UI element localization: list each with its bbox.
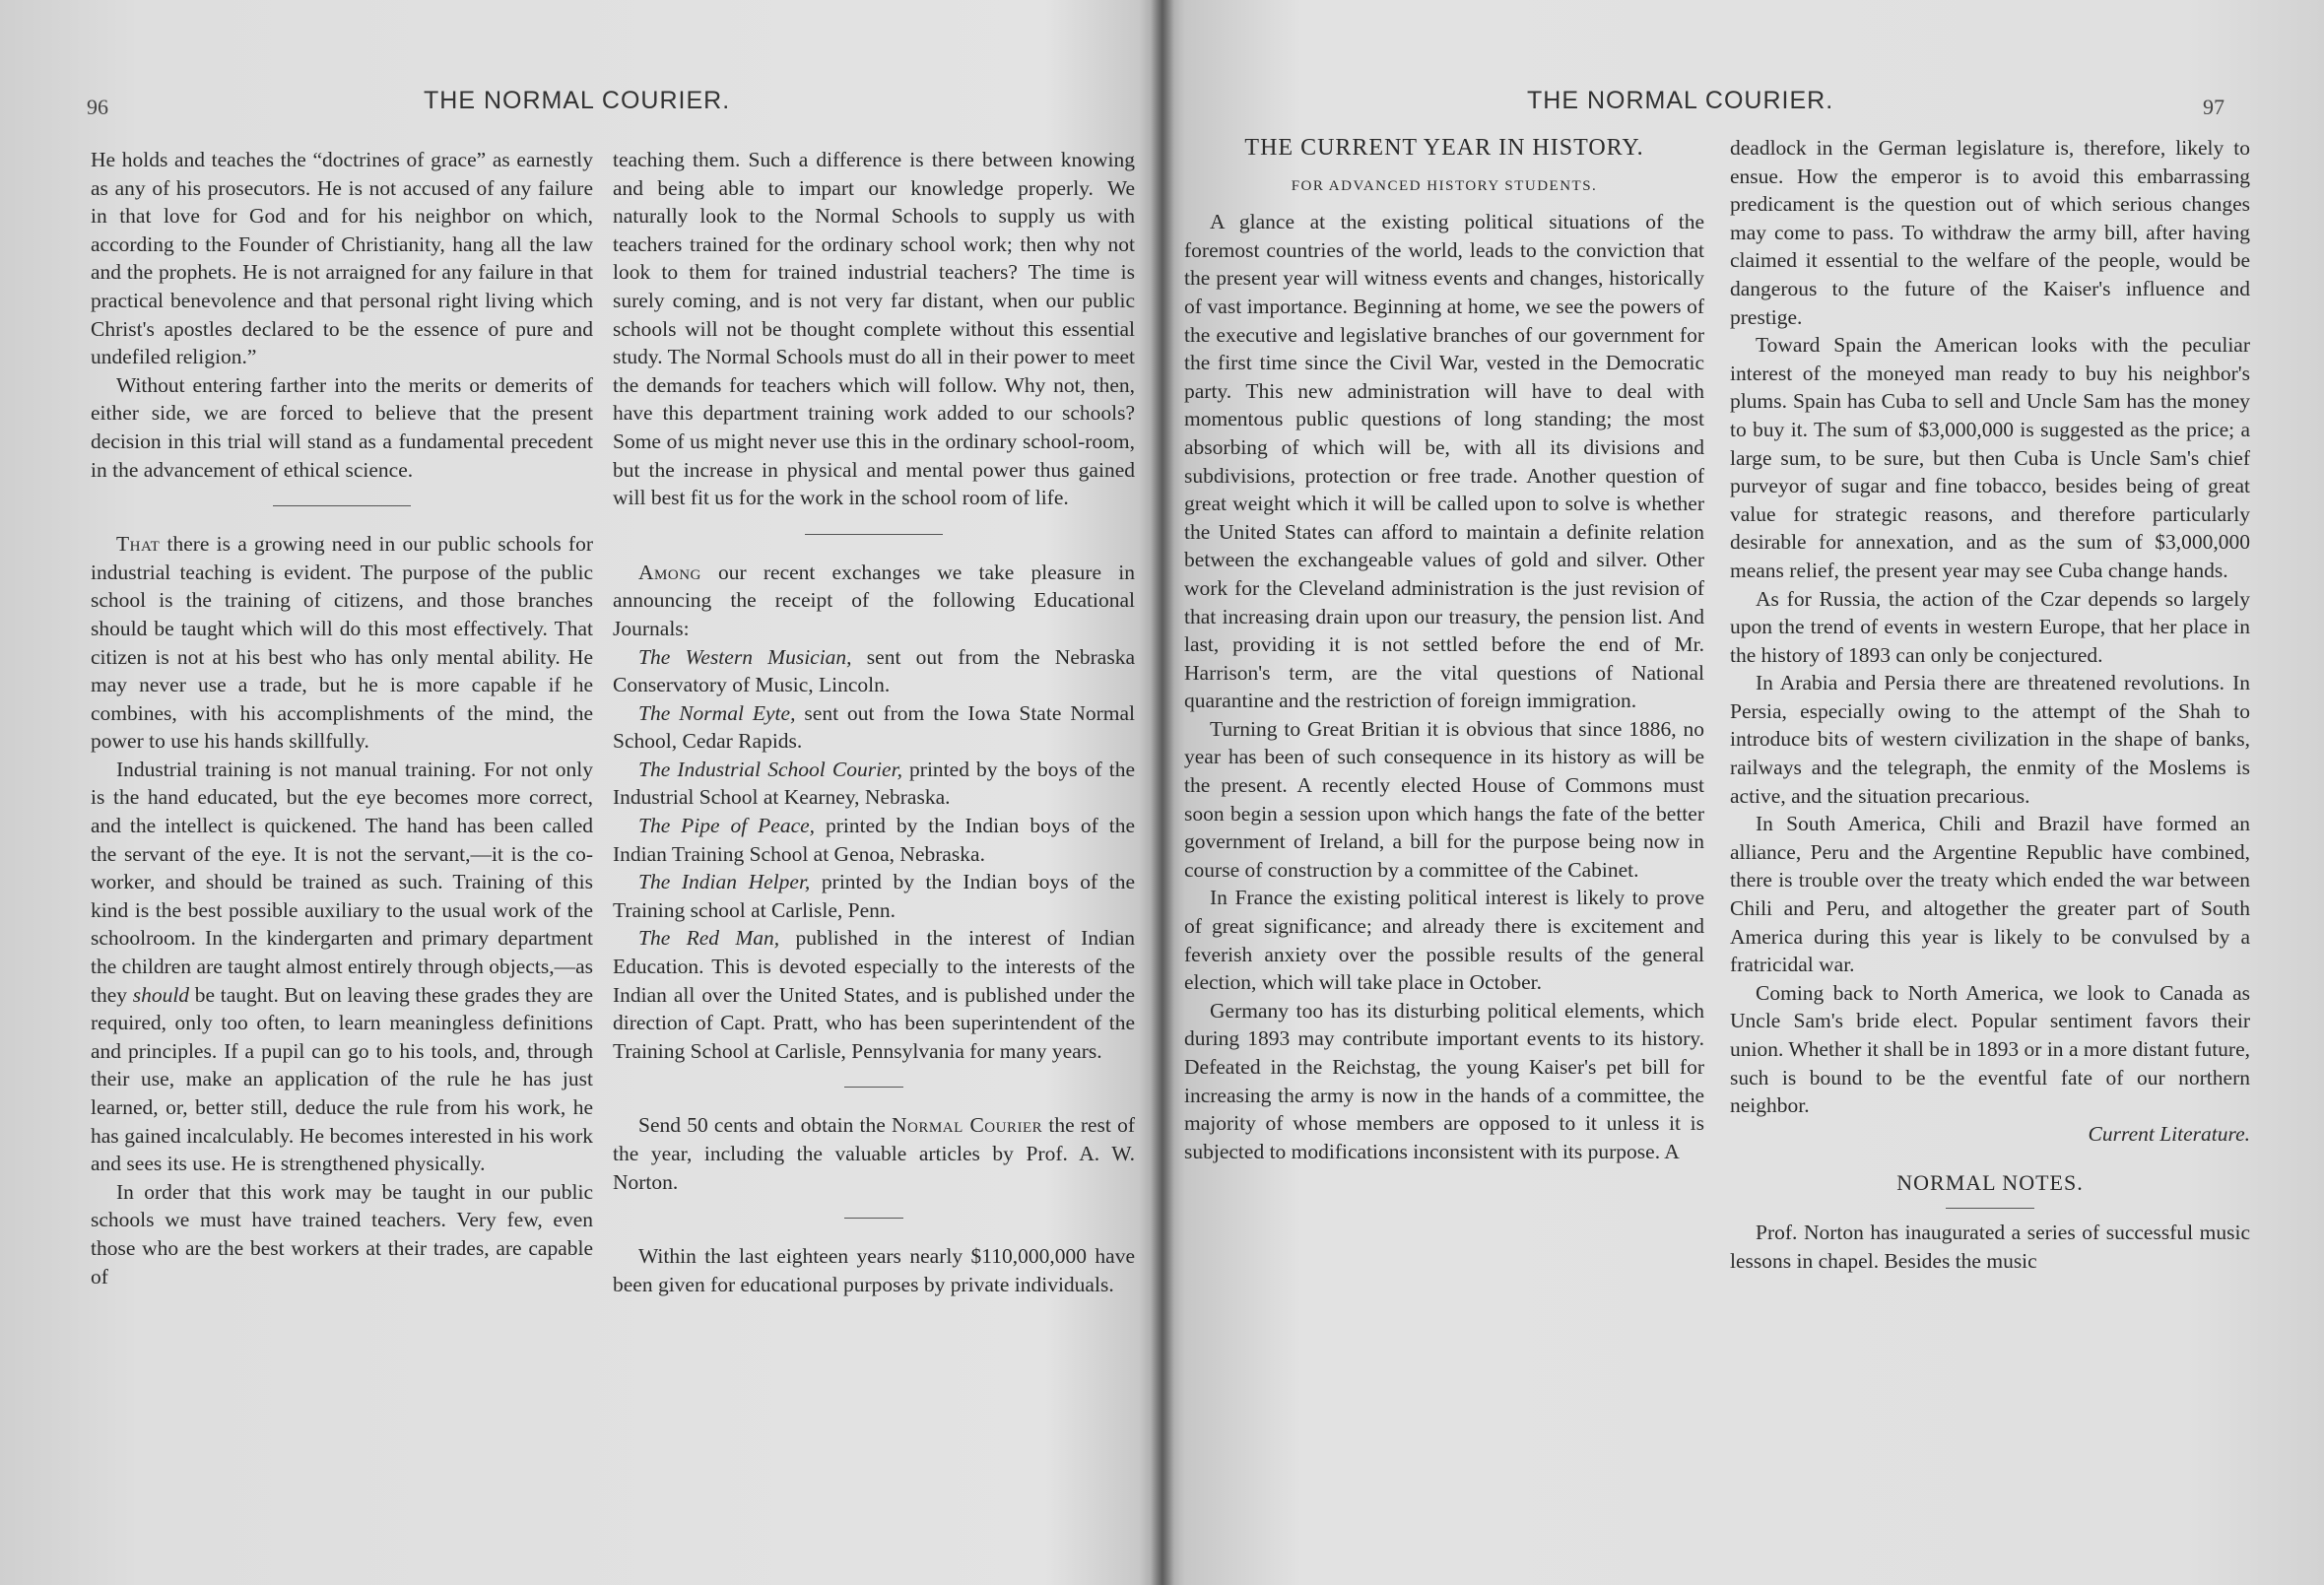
publication-name: Normal Courier xyxy=(892,1113,1043,1138)
journal-text: sent out from the Nebraska Conservatory of Music, Lincoln. xyxy=(613,644,1135,697)
journal-text: printed by the Indian boys of the Training school at Carlisle, Penn. xyxy=(613,870,1135,922)
paragraph-text: the rest of the year, including the valuable articles by Prof. A. W. Norton. xyxy=(613,1113,1135,1194)
left-page-column-1 xyxy=(91,146,593,1290)
journal-title: The Western Musician, xyxy=(638,644,852,669)
paragraph: In Arabia and Persia there are threatened revolutions. In Persia, especially owing to the attempt of the Shah to introduce bits of western civilization in the shape of banks, railways and the telegraph, the enmity of the Moslems is active, and the situation precarious. xyxy=(1730,671,2250,808)
paragraph: Coming back to North America, we look to Canada as Uncle Sam's bride elect. Popular sentiment favors their union. Whether it shall be in 1893 or in a more distant future, such is bound to be the eventful fate of our northern neighbor. xyxy=(1730,980,2250,1118)
paragraph: teaching them. Such a difference is there between knowing and being able to impart our knowledge properly. We naturally look to the Normal Schools to supply us with teachers trained for the ordinary school work; then why not look to them for trained industrial teachers? The time is surely coming, and is not very far distant, when our public schools will not be thought complete without this essential study. The Normal Schools must do all in their power to meet the demands for teachers which will follow. Why not, then, have this department training work added to our schools? Some of us might never use this in the ordinary school-room, but the increase in physical and mental power thus gained will best fit us for the work in the school room of life. xyxy=(613,148,1135,510)
paragraph xyxy=(613,559,1135,643)
journal-title: The Red Man, xyxy=(638,926,780,951)
paragraph: Without entering farther into the merits or demerits of either side, we are forced to believe that the present decision in this trial will stand as a fundamental precedent in the advancement of ethical science. xyxy=(91,372,593,482)
article-heading: THE CURRENT YEAR IN HISTORY. xyxy=(1244,135,1644,161)
paragraph-text: Send 50 cents and obtain the xyxy=(638,1113,893,1138)
section-divider xyxy=(844,1218,903,1219)
running-head-left: THE NORMAL COURIER. xyxy=(424,87,731,114)
journal-title: The Normal Eyte, xyxy=(638,700,796,725)
paragraph-text: there is a growing need in our public schools for industrial teaching is evident. The purpose of the public school is the training of citizens, and those branches should be taught which will do this most effectively. That citizen is not at his best who has only mental ability. He may never use a trade, but he is more capable if he combines, with his accomplishments of the mind, the power to use his hands skillfully. xyxy=(91,532,593,754)
paragraph: Prof. Norton has inaugurated a series of successful music lessons in chapel. Besides the music xyxy=(1730,1220,2250,1273)
paragraph: A glance at the existing political situations of the foremost countries of the world, leads to the conviction that the present year will witness events and changes, historically of vast importance. Beginning at home, we see the powers of the executive and legislative branches of our government for the first time since the Civil War, vested in the Democratic party. This new administration will have to deal with momentous public questions of long standing; the most absorbing of which will be, with all its divisions and subdivisions, protection or free trade. Another question of great weight which it will be called upon to solve is whether the United States can afford to maintain a definite relation between the exchangeable values of gold and silver. Other work for the Cleveland administration is the just revision of that increasing drain upon our treasury, the pension list. And last, providing it is not settled before the end of Mr. Harrison's term, are the vital questions of National quarantine and the restriction of foreign immigration. xyxy=(1184,210,1704,713)
paragraph xyxy=(91,530,593,756)
running-head-right: THE NORMAL COURIER. xyxy=(1527,87,1834,114)
book-gutter xyxy=(1151,0,1174,1585)
lead-word: Among xyxy=(638,560,701,584)
journal-text: published in the interest of Indian Education. This is devoted especially to the interests of the Indian all over the United States, and is published under the direction of Capt. Pratt, who has been superintendent of the Training School at Carlisle, Pennsylvania for many years. xyxy=(613,926,1135,1063)
right-page-column-1 xyxy=(1184,134,1704,1165)
journal-text: printed by the Indian boys of the Indian Training School at Genoa, Nebraska. xyxy=(613,814,1135,866)
paragraph: In South America, Chili and Brazil have formed an alliance, Peru and the Argentine Republic have combined, there is trouble over the treaty which ended the war between Chili and Peru, and altogether the greater part of South America during this year is likely to be convulsed by a fratricidal war. xyxy=(1730,812,2250,977)
paragraph: Germany too has its disturbing political elements, which during 1893 may contribute important events to its history. Defeated in the Reichstag, the young Kaiser's pet bill for increasing the army is now in the hands of a committee, the majority of whose members are opposed to it unless it is subjected to modifications inconsistent with its purpose. A xyxy=(1184,998,1704,1163)
left-page-column-2 xyxy=(613,146,1135,1298)
paragraph: As for Russia, the action of the Czar depends so largely upon the trend of events in western Europe, that her place in the history of 1893 can only be conjectured. xyxy=(1730,586,2250,667)
lead-word: That xyxy=(116,532,161,557)
page-number-left: 96 xyxy=(87,95,108,119)
section-heading: NORMAL NOTES. xyxy=(1896,1170,2084,1196)
left-page xyxy=(0,0,1153,1585)
section-divider xyxy=(844,1087,903,1088)
source-citation: Current Literature. xyxy=(2088,1121,2250,1146)
journal-text: sent out from the Iowa State Normal School, Cedar Rapids. xyxy=(613,700,1135,754)
page-number-right: 97 xyxy=(2203,95,2224,119)
article-subheading: FOR ADVANCED HISTORY STUDENTS. xyxy=(1291,177,1598,194)
right-page-column-2 xyxy=(1730,134,2250,1275)
right-page xyxy=(1172,0,2324,1585)
paragraph xyxy=(91,756,593,1178)
paragraph: In France the existing political interest is likely to prove of great significance; and already there is excitement and feverish anxiety over the possible results of the general election, which will take place in October. xyxy=(1184,886,1704,995)
paragraph: Turning to Great Britian it is obvious that since 1886, no year has been of such consequence in its history as will be the present. A recently elected House of Commons must soon begin a session upon which hangs the fate of the better government of Ireland, a bill for the purpose being now in course of construction by a committee of the Cabinet. xyxy=(1184,716,1704,882)
journal-title: The Industrial School Courier, xyxy=(638,757,902,781)
paragraph: deadlock in the German legislature is, therefore, likely to ensue. How the emperor is to avoid this embarrassing predicament is the question out of which serious changes may come to pass. To withdraw the army bill, after having claimed it essential to the welfare of the people, would be dangerous to the future of the Kaiser's influence and prestige. xyxy=(1730,136,2250,329)
journal-entry xyxy=(613,756,1135,812)
paragraph: Toward Spain the American looks with the peculiar interest of the moneyed man ready to buy his neighbor's plums. Spain has Cuba to sell and Uncle Sam has the money to buy it. The sum of $3,000,000 is suggested as the price; a large sum, to be sure, but then Cuba is Uncle Sam's chief purveyor of sugar and fine tobacco, besides being of great value for strategic reasons, and therefore particularly desirable for annexation, and as the sum of $3,000,000 means relief, the present year may see Cuba change hands. xyxy=(1730,333,2250,582)
section-divider xyxy=(805,534,943,535)
journal-entry xyxy=(613,868,1135,924)
journal-title: The Indian Helper, xyxy=(638,870,811,894)
journal-entry xyxy=(613,812,1135,868)
section-divider xyxy=(273,505,411,506)
journal-text: printed by the boys of the Industrial School at Kearney, Nebraska. xyxy=(613,757,1135,810)
paragraph-text: our recent exchanges we take pleasure in announcing the receipt of the following Educational Journals: xyxy=(613,560,1135,640)
journal-entry xyxy=(613,643,1135,699)
paragraph xyxy=(613,1111,1135,1196)
emphasis: should xyxy=(132,982,190,1007)
paragraph-text: Industrial training is not manual training. For not only is the hand educated, but the eye becomes more correct, and the intellect is quickened. The hand has been called the servant of the eye. It is not the servant,—it is the co-worker, and should be trained as such. Training of this kind is the best possible auxiliary to the usual work of the schoolroom. In the kindergarten and primary department the children are taught almost entirely through objects,—as they xyxy=(91,757,593,1007)
paragraph: He holds and teaches the “doctrines of grace” as earnestly as any of his prosecutors. He is not accused of any failure in that love for God and for his neighbor on which, according to the Founder of Christianity, hang all the law and the prophets. He is not arraigned for any failure in that practical benevolence and that personal right living which Christ's apostles declared to be the essence of pure and undefiled religion.” xyxy=(91,148,593,369)
section-divider xyxy=(1946,1208,2034,1209)
paragraph-text: be taught. But on leaving these grades they are required, only too often, to learn meaningless definitions and principles. If a pupil can go to his tools, and, through their use, make an application of the rule he has just learned, or, better still, deduce the rule from his work, he has gained incalculably. He becomes interested in his work and sees its use. He is strengthened physically. xyxy=(91,982,593,1176)
journal-entry xyxy=(613,699,1135,756)
paragraph: Within the last eighteen years nearly $110,000,000 have been given for educational purposes by private individuals. xyxy=(613,1244,1135,1296)
journal-entry xyxy=(613,924,1135,1065)
journal-title: The Pipe of Peace, xyxy=(638,814,816,838)
paragraph: In order that this work may be taught in our public schools we must have trained teachers. Very few, even those who are the best workers at their trades, are capable of xyxy=(91,1179,593,1288)
